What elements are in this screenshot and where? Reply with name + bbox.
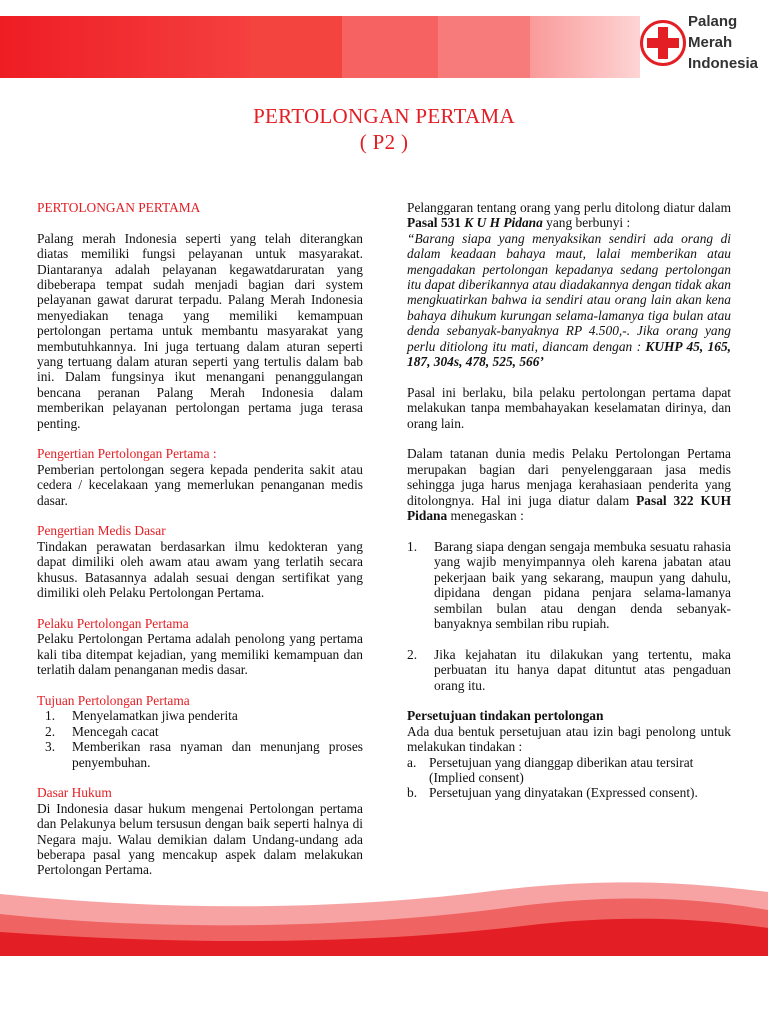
- paragraph: Dalam tatanan dunia medis Pelaku Pertolongan Pertama merupakan bagian dari penyelenggaraan jasa medis sehingga juga harus menjaga kerahasiaan penderita yang ditolongnya. Hal ini juga diatur dalam Pasal 322 KUH Pidana menegaskan :: [407, 446, 731, 524]
- section-text: Pelaku Pertolongan Pertama adalah penolong yang pertama kali tiba ditempat kejadian, yang memiliki kemampuan dan terlatih dalam penanganan medis dasar.: [37, 631, 363, 678]
- list-item: a. Persetujuan yang dianggap diberikan atau tersirat (Implied consent): [407, 754, 694, 785]
- header-band-segment: [250, 16, 342, 78]
- logo-line: Indonesia: [688, 55, 759, 72]
- header-band-segment: [530, 16, 640, 78]
- section-heading: PERTOLONGAN PERTAMA: [37, 200, 201, 215]
- section-heading: Persetujuan tindakan pertolongan: [407, 708, 604, 724]
- section-heading: Pengertian Medis Dasar: [37, 523, 166, 539]
- section-text: Ada dua bentuk persetujuan atau izin bagi penolong untuk melakukan tindakan :: [407, 723, 731, 755]
- pmi-logo: [636, 6, 766, 88]
- section-text: Di Indonesia dasar hukum mengenai Pertolongan pertama dan Pelakunya belum tersusun dengan baik seperti halnya di Negara maju. Walau demikian dalam Undang-undang ada beberapa pasal yang mencakup aspek dalam melakukan Pertolongan Pertama.: [37, 800, 363, 878]
- list-item: 3. Memberikan rasa nyaman dan menunjang proses penyembuhan.: [45, 739, 363, 770]
- section-heading: Pengertian Pertolongan Pertama :: [37, 446, 217, 462]
- law-intro-paragraph: Pelanggaran tentang orang yang perlu ditolong diatur dalam Pasal 531 K U H Pidana yang berbunyi :: [407, 200, 731, 231]
- section-text: Tindakan perawatan berdasarkan ilmu kedokteran yang dapat dimiliki oleh awam atau awam yang terlatih secara khusus. Batasannya adalah sesuai dengan sertifikat yang dimiliki oleh Pelaku Pertolongan Pertama.: [37, 538, 363, 601]
- header-band-segment: [342, 16, 438, 78]
- goals-list: [37, 708, 363, 770]
- section-heading: Tujuan Pertolongan Pertama: [37, 692, 190, 708]
- law-quote: “Barang siapa yang menyaksikan sendiri ada orang di dalam keadaan bahaya maut, lalai memberikan atau mengadakan pertolongan kepadanya sedang pertolongan itu dapat diberikannya atau diadakannya dengan tidak akan mengkuatirkan bahwa ia sendiri atau orang lain akan kena bahaya dihukum kurungan selama-lamanya tiga bulan atau denda sebanyak-banyaknya RP 4.500,-. Jika orang yang perlu ditiolong itu mati, diancam dengan : KUHP 45, 165, 187, 304s, 478, 525, 566’: [407, 230, 731, 370]
- logo-line: Palang: [688, 13, 738, 30]
- page-subtitle: ( P2 ): [359, 130, 409, 154]
- section-text: Pemberian pertolongan segera kepada penderita sakit atau cedera / kecelakaan yang memerlukan penanganan medis dasar.: [37, 461, 363, 508]
- section-heading: Pelaku Pertolongan Pertama: [37, 615, 189, 631]
- footer-wave-decoration: [0, 866, 768, 956]
- header-band: [0, 16, 640, 78]
- section-heading: Dasar Hukum: [37, 785, 112, 801]
- list-item: b. Persetujuan yang dinyatakan (Expressed consent).: [407, 785, 698, 801]
- list-item: 2. Mencegah cacat: [45, 723, 159, 739]
- list-item: 2. Jika kejahatan itu dilakukan yang tertentu, maka perbuatan itu hanya dapat dituntut atas pengaduan orang itu.: [407, 646, 731, 693]
- header-band-segment: [438, 16, 530, 78]
- red-cross-icon: [640, 20, 686, 66]
- intro-paragraph: Palang merah Indonesia seperti yang telah diterangkan diatas memiliki fungsi pelayanan untuk masyarakat. Diantaranya adalah pelayanan kegawatdaruratan yang dibeberapa tempat sudah menjadi bagian dari system pelayanan gawat darurat terpadu. Palang Merah Indonesia menyediakan tenaga yang memiliki kemampuan pertolongan pertama untuk membantu masyarakat yang membutuhkannya. Ini juga tertuang dalam aturan seperti yang tertuang dalam aturan seperti yang tertulis dalam bab ini. Dalam fungsinya ikut menangani penanggulangan bencana peranan Palang Merah Indonesia dalam memberikan pelayanan pertolongan pertama juga terasa penting.: [37, 230, 363, 431]
- consent-list: [407, 755, 731, 801]
- law-list: [407, 539, 731, 693]
- page-title: PERTOLONGAN PERTAMA: [253, 104, 515, 128]
- logo-line: Merah: [688, 34, 733, 51]
- paragraph: Pasal ini berlaku, bila pelaku pertolongan pertama dapat melakukan tanpa membahayakan keselamatan dirinya, dan orang lain.: [407, 384, 731, 431]
- list-item: 1. Barang siapa dengan sengaja membuka sesuatu rahasia yang wajib menyimpannya oleh karena jabatan atau pekerjaan baik yang sekarang, maupun yang dahulu, dipidana dengan pidana penjara selama-lamanya sembilan bulan atau dengan denda sebanyak-banyaknya sembilan ribu rupiah.: [407, 538, 731, 631]
- header-band-segment: [0, 16, 250, 78]
- left-column: [37, 200, 363, 878]
- list-item: 1. Menyelamatkan jiwa penderita: [45, 708, 238, 724]
- right-column: [407, 200, 731, 801]
